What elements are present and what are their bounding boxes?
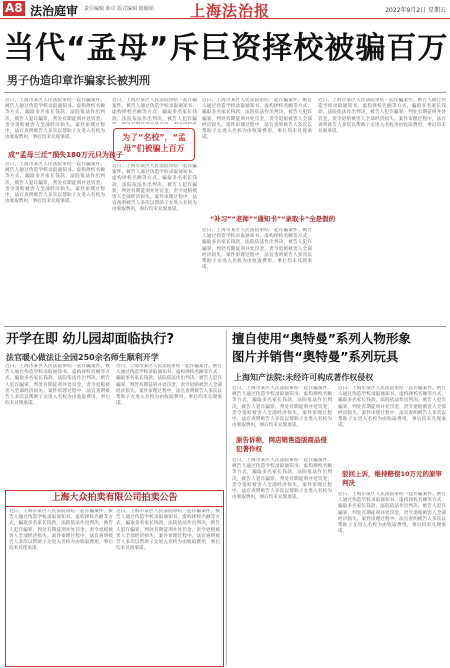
page-header (0, 0, 450, 19)
article3-col1: 近日，上海市某区人民法院审结一起诈骗案件。被告人通过伪造学校录取通知书、虚构择校名额等方式，骗取多名家长钱款，法院依法作出判决，被告人犯诈骗罪，判处有期徒刑并处罚金，责令退赔被害人全部经济损失。案件审理过程中，法官查明被告人多次以帮助子女进入名校为由收取费用，事后均未兑现承诺。 (232, 458, 332, 501)
article1-col3-top: 近日，上海市某区人民法院审结一起诈骗案件。被告人通过伪造学校录取通知书、虚构择校名额等方式，骗取多名家长钱款，法院依法作出判决，被告人犯诈骗罪，判处有期徒刑并处罚金，责令退赔被害人全部经济损失。案件审理过程中，法官查明被告人多次以帮助子女进入名校为由收取费用，事后均未兑现承诺。 (202, 98, 312, 141)
article3-col2: 近日，上海市某区人民法院审结一起诈骗案件。被告人通过伪造学校录取通知书、虚构择校名额等方式，骗取多名家长钱款，法院依法作出判决，被告人犯诈骗罪，判处有期徒刑并处罚金，责令退赔被害人全部经济损失。案件审理过程中，法官查明被告人多次以帮助子女进入名校为由收取费用，事后均未兑现承诺。 (338, 492, 446, 535)
main-headline: 当代“孟母”斥巨资择校被骗百万 (4, 31, 449, 66)
auction-notice-col2: 近日，上海市某区人民法院审结一起诈骗案件。被告人通过伪造学校录取通知书、虚构择校名额等方式，骗取多名家长钱款，法院依法作出判决，被告人犯诈骗罪，判处有期徒刑并处罚金，责令退赔被害人全部经济损失。案件审理过程中，法官查明被告人多次以帮助子女进入名校为由收取费用，事后均未兑现承诺。 (116, 509, 220, 552)
issue-date: 2022年9月2日 星期五 (385, 7, 446, 14)
auction-notice-col1: 近日，上海市某区人民法院审结一起诈骗案件。被告人通过伪造学校录取通知书、虚构择校名额等方式，骗取多名家长钱款，法院依法作出判决，被告人犯诈骗罪，判处有期徒刑并处罚金，责令退赔被害人全部经济损失。案件审理过程中，法官查明被告人多次以帮助子女进入名校为由收取费用，事后均未兑现承诺。 (9, 509, 113, 552)
article3-headline-line2: 图片并销售“奥特曼”系列玩具 (232, 349, 399, 364)
article1-col1: 近日，上海市某区人民法院审结一起诈骗案件。被告人通过伪造学校录取通知书、虚构择校名额等方式，骗取多名家长钱款，法院依法作出判决，被告人犯诈骗罪，判处有期徒刑并处罚金，责令退赔被害人全部经济损失。案件审理过程中，法官查明被告人多次以帮助子女进入名校为由收取费用，事后均未兑现承诺。 (5, 162, 105, 205)
page-number: A8 (5, 1, 23, 15)
article2-subhead: 法官暖心做法让全园250余名师生顺利开学 (6, 353, 159, 362)
article2-col2: 近日，上海市某区人民法院审结一起诈骗案件。被告人通过伪造学校录取通知书、虚构择校名额等方式，骗取多名家长钱款，法院依法作出判决，被告人犯诈骗罪，判处有期徒刑并处罚金，责令退赔被害人全部经济损失。案件审理过程中，法官查明被告人多次以帮助子女进入名校为由收取费用，事后均未兑现承诺。 (116, 364, 222, 407)
article1-col2: 近日，上海市某区人民法院审结一起诈骗案件。被告人通过伪造学校录取通知书、虚构择校名额等方式，骗取多名家长钱款，法院依法作出判决，被告人犯诈骗罪，判处有期徒刑并处罚金，责令退赔被害人全部经济损失。案件审理过程中，法官查明被告人多次以帮助子女进入名校为由收取费用，事后均未兑现承诺。 (112, 164, 197, 213)
article1-box-title: 成“孟母三迁”损失180万元只为孩子 (8, 151, 123, 159)
article3-headline-line1: 擅自使用“奥特曼”系列人物形象 (232, 331, 411, 346)
editors-line: 责任编辑 陈卓 版式编辑 陈颖娟 (84, 6, 154, 12)
article3-col2-top: 近日，上海市某区人民法院审结一起诈骗案件。被告人通过伪造学校录取通知书、虚构择校名额等方式，骗取多名家长钱款，法院依法作出判决，被告人犯诈骗罪，判处有期徒刑并处罚金，责令退赔被害人全部经济损失。案件审理过程中，法官查明被告人多次以帮助子女进入名校为由收取费用，事后均未兑现承诺。 (338, 386, 446, 429)
divider (4, 92, 446, 93)
article2-col1: 近日，上海市某区人民法院审结一起诈骗案件。被告人通过伪造学校录取通知书、虚构择校名额等方式，骗取多名家长钱款，法院依法作出判决，被告人犯诈骗罪，判处有期徒刑并处罚金，责令退赔被害人全部经济损失。案件审理过程中，法官查明被告人多次以帮助子女进入名校为由收取费用，事后均未兑现承诺。 (5, 364, 110, 407)
article1-col2-top: 近日，上海市某区人民法院审结一起诈骗案件。被告人通过伪造学校录取通知书、虚构择校名额等方式，骗取多名家长钱款，法院依法作出判决，被告人犯诈骗 (112, 98, 197, 122)
main-subhead: 男子伪造印章诈骗家长被判刑 (7, 74, 150, 87)
section-title: 法治庭审 (30, 4, 79, 18)
article1-col3: 近日，上海市某区人民法院审结一起诈骗案件。被告人通过伪造学校录取通知书、虚构择校名额等方式，骗取多名家长钱款，法院依法作出判决，被告人犯诈骗罪，判处有期徒刑并处罚金，责令退赔被害人全部经济损失。案件审理过程中，法官查明被告人多次以帮助子女进入名校为由收取费用，事后均未兑现承诺。 (202, 228, 312, 271)
article3-box1: 原告诉称，网店销售盗版商品侵犯著作权 (236, 436, 327, 453)
article3-subhead: 上海知产法院:未经许可构成著作权侵权 (234, 373, 374, 382)
article1-col4: 近日，上海市某区人民法院审结一起诈骗案件。被告人通过伪造学校录取通知书、虚构择校名额等方式，骗取多名家长钱款，法院依法作出判决，被告人犯诈骗罪，判处有期徒刑并处罚金，责令退赔被害人全部经济损失。案件审理过程中，法官查明被告人多次以帮助子女进入名校为由收取费用，事后均未兑现承诺。 (318, 98, 446, 135)
article1-box2-title: “补习”“老师”“通知书”“录取卡”全是假的 (210, 215, 336, 223)
auction-notice-title: 上海大众拍卖有限公司拍卖公告 (6, 491, 223, 507)
masthead-logo: 上海法治报 (190, 2, 271, 20)
column-divider (226, 330, 227, 666)
article2-headline: 开学在即 幼儿园却面临执行? (6, 332, 175, 347)
article1-col1-top: 近日，上海市某区人民法院审结一起诈骗案件。被告人通过伪造学校录取通知书、虚构择校名额等方式，骗取多名家长钱款，法院依法作出判决，被告人犯诈骗罪，判处有期徒刑并处罚金，责令退赔被害人全部经济损失。案件审理过程中，法官查明被告人多次以帮助子女进入名校为由收取费用，事后均未兑现承诺。 (5, 98, 105, 141)
auction-notice (5, 490, 224, 667)
article3-col1-top: 近日，上海市某区人民法院审结一起诈骗案件。被告人通过伪造学校录取通知书、虚构择校名额等方式，骗取多名家长钱款，法院依法作出判决，被告人犯诈骗罪，判处有期徒刑并处罚金，责令退赔被害人全部经济损失。案件审理过程中，法官查明被告人多次以帮助子女进入名校为由收取费用，事后均未兑现承诺。 (232, 386, 332, 429)
article3-box2: 驳回上诉，维持赔偿10万元的原审判决 (342, 470, 443, 487)
pull-quote: 为了“名校”，“孟母”们被骗上百万 (113, 128, 195, 161)
divider (4, 326, 446, 327)
